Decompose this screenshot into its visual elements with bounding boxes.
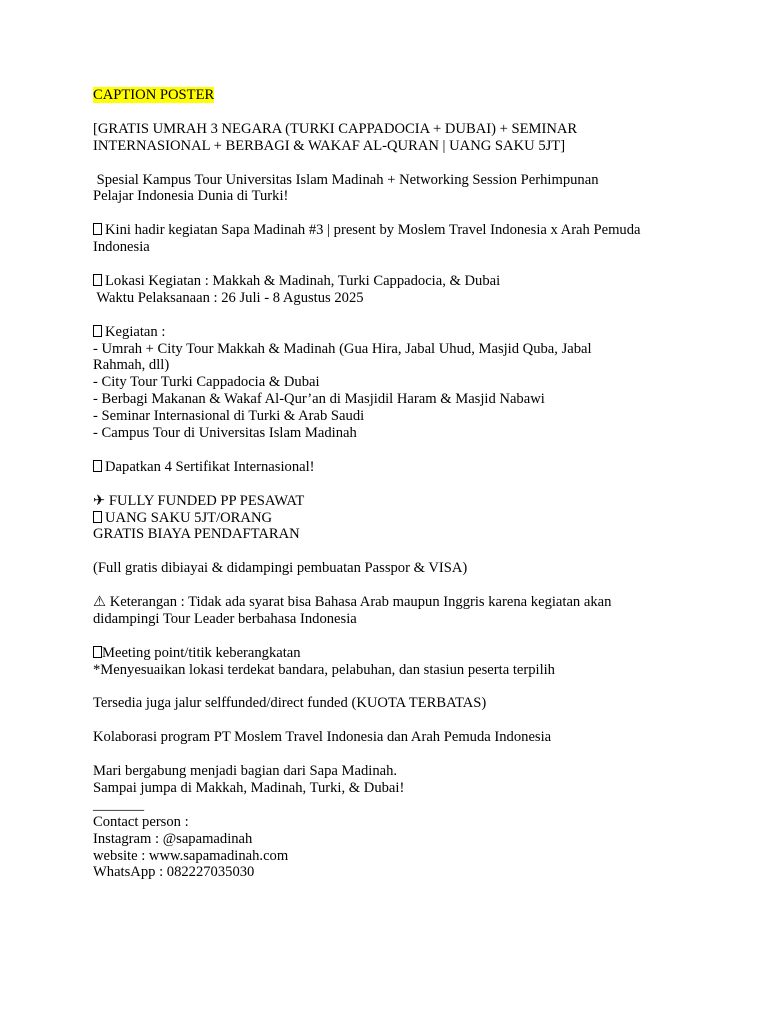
- collaboration-line: Kolaborasi program PT Moslem Travel Indonesia dan Arah Pemuda Indonesia: [93, 729, 552, 746]
- missing-glyph-icon: [93, 646, 102, 658]
- contact-label: Contact person :: [93, 813, 189, 830]
- intro-text-1: Kini hadir kegiatan Sapa Madinah #3 | present by Moslem Travel Indonesia x Arah Pemuda: [105, 222, 641, 239]
- spacer: [93, 155, 693, 172]
- spacer: [93, 628, 693, 645]
- missing-glyph-icon: [93, 325, 102, 337]
- activity-item: Rahmah, dll): [93, 357, 170, 374]
- activities-heading: Kegiatan :: [105, 323, 166, 340]
- spacer: [93, 543, 693, 560]
- subtitle-line-2: Pelajar Indonesia Dunia di Turki!: [93, 188, 289, 205]
- location-line: [93, 273, 693, 290]
- missing-glyph-icon: [93, 223, 102, 235]
- subtitle-line-1: Spesial Kampus Tour Universitas Islam Madinah + Networking Session Perhimpunan: [93, 171, 599, 188]
- spacer: [93, 205, 693, 222]
- document-page: [93, 87, 693, 881]
- activity-item: - Campus Tour di Universitas Islam Madinah: [93, 425, 357, 442]
- meeting-note: *Menyesuaikan lokasi terdekat bandara, pelabuhan, dan stasiun peserta terpilih: [93, 661, 555, 678]
- spacer: [93, 476, 693, 493]
- certificates-text: Dapatkan 4 Sertifikat Internasional!: [105, 458, 315, 475]
- caption-heading: CAPTION POSTER: [93, 87, 215, 103]
- spacer: [93, 307, 693, 324]
- activity-item: - Umrah + City Tour Makkah & Madinah (Gua Hira, Jabal Uhud, Masjid Quba, Jabal: [93, 340, 592, 357]
- spacer: [93, 577, 693, 594]
- missing-glyph-icon: [93, 460, 102, 472]
- activity-item: - City Tour Turki Cappadocia & Dubai: [93, 374, 320, 391]
- closing-line-2: Sampai jumpa di Makkah, Madinah, Turki, & Dubai!: [93, 779, 405, 796]
- contact-website: website : www.sapamadinah.com: [93, 847, 289, 864]
- spacer: [93, 442, 693, 459]
- title-line-1: [GRATIS UMRAH 3 NEGARA (TURKI CAPPADOCIA + DUBAI) + SEMINAR: [93, 120, 578, 137]
- funding-pocket-money: UANG SAKU 5JT/ORANG: [105, 509, 273, 526]
- intro-line-1: [93, 222, 693, 239]
- full-free-note: (Full gratis dibiayai & didampingi pembuatan Passpor & VISA): [93, 560, 468, 577]
- funding-registration: GRATIS BIAYA PENDAFTARAN: [93, 526, 300, 543]
- activity-item: - Seminar Internasional di Turki & Arab Saudi: [93, 408, 365, 425]
- caption-heading-line: [93, 87, 693, 104]
- selffunded-line: Tersedia juga jalur selffunded/direct funded (KUOTA TERBATAS): [93, 695, 487, 712]
- contact-instagram: Instagram : @sapamadinah: [93, 830, 253, 847]
- intro-line-2: Indonesia: [93, 239, 150, 256]
- closing-line-1: Mari bergabung menjadi bagian dari Sapa Madinah.: [93, 763, 398, 780]
- contact-whatsapp: WhatsApp : 082227035030: [93, 864, 255, 881]
- meeting-point-line: [93, 645, 693, 662]
- activity-item: - Berbagi Makanan & Wakaf Al-Qur’an di Masjidil Haram & Masjid Nabawi: [93, 391, 545, 408]
- spacer: [93, 104, 693, 121]
- funding-flight: ✈ FULLY FUNDED PP PESAWAT: [93, 492, 305, 509]
- meeting-point-text: Meeting point/titik keberangkatan: [102, 644, 301, 661]
- certificates-line: [93, 459, 693, 476]
- missing-glyph-icon: [93, 511, 102, 523]
- spacer: [93, 256, 693, 273]
- schedule-line: Waktu Pelaksanaan : 26 Juli - 8 Agustus 2025: [93, 289, 364, 306]
- title-line-2: INTERNASIONAL + BERBAGI & WAKAF AL-QURAN | UANG SAKU 5JT]: [93, 137, 566, 154]
- funding-pocket-money-line: [93, 510, 693, 527]
- missing-glyph-icon: [93, 274, 102, 286]
- note-line-2: didampingi Tour Leader berbahasa Indonesia: [93, 610, 357, 627]
- spacer: [93, 679, 693, 696]
- separator-line: _______: [93, 796, 145, 813]
- note-line-1: ⚠ Keterangan : Tidak ada syarat bisa Bahasa Arab maupun Inggris karena kegiatan akan: [93, 594, 612, 611]
- activities-heading-line: [93, 324, 693, 341]
- spacer: [93, 712, 693, 729]
- location-text: Lokasi Kegiatan : Makkah & Madinah, Turki Cappadocia, & Dubai: [105, 272, 501, 289]
- spacer: [93, 746, 693, 763]
